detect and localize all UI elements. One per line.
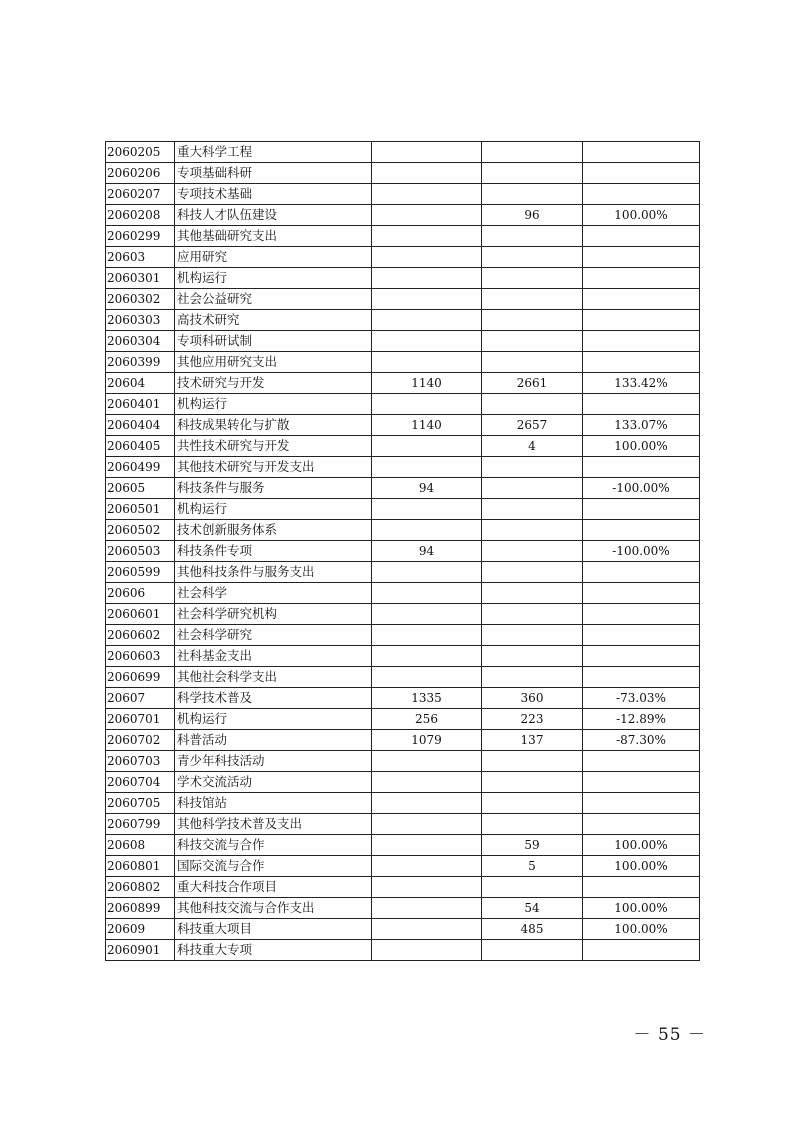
subject-name-cell: 科技重大项目 — [175, 919, 372, 940]
subject-code-cell: 2060703 — [106, 751, 175, 772]
value-column-1-cell — [372, 226, 482, 247]
value-column-1-cell — [372, 436, 482, 457]
subject-code-cell: 2060704 — [106, 772, 175, 793]
change-percent-cell: -73.03% — [583, 688, 700, 709]
subject-name-cell: 科学技术普及 — [175, 688, 372, 709]
value-column-2-cell — [482, 478, 583, 499]
value-column-1-cell — [372, 646, 482, 667]
value-column-2-cell — [482, 520, 583, 541]
table-row — [106, 751, 700, 772]
value-column-1-cell — [372, 163, 482, 184]
value-column-1-cell — [372, 940, 482, 961]
value-column-2-cell — [482, 331, 583, 352]
value-column-2-cell: 360 — [482, 688, 583, 709]
change-percent-cell: 133.42% — [583, 373, 700, 394]
subject-code-cell: 2060302 — [106, 289, 175, 310]
subject-name-cell: 社会科学研究机构 — [175, 604, 372, 625]
value-column-2-cell: 54 — [482, 898, 583, 919]
table-row — [106, 898, 700, 919]
subject-code-cell: 2060901 — [106, 940, 175, 961]
value-column-1-cell — [372, 499, 482, 520]
change-percent-cell: 100.00% — [583, 856, 700, 877]
value-column-1-cell — [372, 310, 482, 331]
change-percent-cell — [583, 520, 700, 541]
subject-code-cell: 2060301 — [106, 268, 175, 289]
value-column-2-cell — [482, 583, 583, 604]
value-column-1-cell: 94 — [372, 478, 482, 499]
table-row — [106, 436, 700, 457]
table-row — [106, 919, 700, 940]
value-column-1-cell — [372, 184, 482, 205]
value-column-1-cell — [372, 793, 482, 814]
value-column-2-cell — [482, 457, 583, 478]
value-column-1-cell — [372, 625, 482, 646]
subject-name-cell: 机构运行 — [175, 268, 372, 289]
subject-name-cell: 专项技术基础 — [175, 184, 372, 205]
budget-table — [105, 141, 700, 961]
subject-code-cell: 2060503 — [106, 541, 175, 562]
subject-name-cell: 专项科研试制 — [175, 331, 372, 352]
value-column-2-cell — [482, 310, 583, 331]
table-row — [106, 394, 700, 415]
table-row — [106, 415, 700, 436]
table-row — [106, 310, 700, 331]
value-column-1-cell — [372, 604, 482, 625]
value-column-1-cell — [372, 835, 482, 856]
value-column-1-cell — [372, 814, 482, 835]
table-row — [106, 541, 700, 562]
change-percent-cell — [583, 583, 700, 604]
subject-code-cell: 2060304 — [106, 331, 175, 352]
change-percent-cell — [583, 814, 700, 835]
table-row — [106, 835, 700, 856]
table-row — [106, 268, 700, 289]
change-percent-cell — [583, 646, 700, 667]
value-column-2-cell — [482, 793, 583, 814]
subject-code-cell: 2060401 — [106, 394, 175, 415]
table-row — [106, 478, 700, 499]
value-column-1-cell — [372, 877, 482, 898]
subject-name-cell: 科技人才队伍建设 — [175, 205, 372, 226]
subject-code-cell: 20604 — [106, 373, 175, 394]
table-row — [106, 562, 700, 583]
subject-name-cell: 应用研究 — [175, 247, 372, 268]
subject-name-cell: 技术创新服务体系 — [175, 520, 372, 541]
value-column-1-cell — [372, 562, 482, 583]
subject-name-cell: 其他科学技术普及支出 — [175, 814, 372, 835]
value-column-2-cell — [482, 289, 583, 310]
subject-name-cell: 机构运行 — [175, 709, 372, 730]
value-column-2-cell: 137 — [482, 730, 583, 751]
change-percent-cell — [583, 142, 700, 163]
value-column-2-cell: 59 — [482, 835, 583, 856]
subject-code-cell: 2060702 — [106, 730, 175, 751]
value-column-2-cell — [482, 541, 583, 562]
value-column-2-cell: 5 — [482, 856, 583, 877]
subject-name-cell: 科技重大专项 — [175, 940, 372, 961]
change-percent-cell: 100.00% — [583, 835, 700, 856]
subject-code-cell: 20608 — [106, 835, 175, 856]
value-column-1-cell — [372, 520, 482, 541]
table-row — [106, 205, 700, 226]
table-row — [106, 520, 700, 541]
budget-table-body — [106, 142, 700, 961]
subject-name-cell: 重大科学工程 — [175, 142, 372, 163]
value-column-2-cell — [482, 877, 583, 898]
subject-code-cell: 2060601 — [106, 604, 175, 625]
change-percent-cell — [583, 877, 700, 898]
change-percent-cell — [583, 163, 700, 184]
subject-name-cell: 其他科技交流与合作支出 — [175, 898, 372, 919]
change-percent-cell — [583, 793, 700, 814]
value-column-2-cell — [482, 604, 583, 625]
table-row — [106, 604, 700, 625]
subject-code-cell: 2060602 — [106, 625, 175, 646]
value-column-2-cell — [482, 268, 583, 289]
table-row — [106, 856, 700, 877]
value-column-1-cell — [372, 583, 482, 604]
subject-name-cell: 社科基金支出 — [175, 646, 372, 667]
change-percent-cell — [583, 940, 700, 961]
value-column-2-cell — [482, 352, 583, 373]
subject-name-cell: 高技术研究 — [175, 310, 372, 331]
table-row — [106, 226, 700, 247]
value-column-2-cell — [482, 499, 583, 520]
subject-name-cell: 科普活动 — [175, 730, 372, 751]
table-row — [106, 184, 700, 205]
value-column-2-cell — [482, 163, 583, 184]
value-column-2-cell — [482, 226, 583, 247]
subject-code-cell: 2060801 — [106, 856, 175, 877]
subject-code-cell: 2060405 — [106, 436, 175, 457]
subject-code-cell: 2060499 — [106, 457, 175, 478]
change-percent-cell — [583, 604, 700, 625]
change-percent-cell: 100.00% — [583, 205, 700, 226]
subject-code-cell: 20609 — [106, 919, 175, 940]
subject-name-cell: 科技成果转化与扩散 — [175, 415, 372, 436]
change-percent-cell: 100.00% — [583, 436, 700, 457]
change-percent-cell — [583, 352, 700, 373]
value-column-1-cell — [372, 247, 482, 268]
change-percent-cell — [583, 247, 700, 268]
value-column-1-cell: 1079 — [372, 730, 482, 751]
change-percent-cell: 133.07% — [583, 415, 700, 436]
value-column-1-cell — [372, 457, 482, 478]
subject-name-cell: 社会公益研究 — [175, 289, 372, 310]
value-column-1-cell — [372, 394, 482, 415]
subject-code-cell: 2060603 — [106, 646, 175, 667]
subject-code-cell: 20606 — [106, 583, 175, 604]
subject-code-cell: 2060802 — [106, 877, 175, 898]
change-percent-cell: -12.89% — [583, 709, 700, 730]
change-percent-cell — [583, 268, 700, 289]
value-column-1-cell — [372, 772, 482, 793]
table-row — [106, 163, 700, 184]
subject-name-cell: 科技馆站 — [175, 793, 372, 814]
change-percent-cell — [583, 625, 700, 646]
value-column-1-cell — [372, 142, 482, 163]
subject-name-cell: 专项基础科研 — [175, 163, 372, 184]
table-row — [106, 583, 700, 604]
table-row — [106, 940, 700, 961]
value-column-1-cell — [372, 205, 482, 226]
table-row — [106, 289, 700, 310]
value-column-1-cell — [372, 898, 482, 919]
value-column-2-cell — [482, 751, 583, 772]
subject-name-cell: 其他基础研究支出 — [175, 226, 372, 247]
table-row — [106, 877, 700, 898]
table-row — [106, 373, 700, 394]
value-column-2-cell — [482, 772, 583, 793]
value-column-1-cell — [372, 289, 482, 310]
subject-name-cell: 其他科技条件与服务支出 — [175, 562, 372, 583]
table-row — [106, 331, 700, 352]
subject-name-cell: 机构运行 — [175, 499, 372, 520]
value-column-1-cell — [372, 352, 482, 373]
subject-code-cell: 2060799 — [106, 814, 175, 835]
value-column-2-cell: 223 — [482, 709, 583, 730]
subject-code-cell: 2060299 — [106, 226, 175, 247]
subject-name-cell: 共性技术研究与开发 — [175, 436, 372, 457]
table-row — [106, 457, 700, 478]
subject-name-cell: 国际交流与合作 — [175, 856, 372, 877]
table-row — [106, 625, 700, 646]
change-percent-cell — [583, 772, 700, 793]
value-column-1-cell: 1140 — [372, 373, 482, 394]
subject-name-cell: 其他应用研究支出 — [175, 352, 372, 373]
subject-code-cell: 20603 — [106, 247, 175, 268]
subject-code-cell: 2060206 — [106, 163, 175, 184]
subject-name-cell: 科技交流与合作 — [175, 835, 372, 856]
subject-code-cell: 2060303 — [106, 310, 175, 331]
subject-code-cell: 2060701 — [106, 709, 175, 730]
table-row — [106, 709, 700, 730]
subject-name-cell: 机构运行 — [175, 394, 372, 415]
change-percent-cell — [583, 331, 700, 352]
value-column-2-cell — [482, 667, 583, 688]
subject-name-cell: 其他技术研究与开发支出 — [175, 457, 372, 478]
change-percent-cell: 100.00% — [583, 898, 700, 919]
value-column-1-cell — [372, 856, 482, 877]
subject-code-cell: 2060399 — [106, 352, 175, 373]
change-percent-cell — [583, 226, 700, 247]
subject-code-cell: 2060208 — [106, 205, 175, 226]
value-column-1-cell: 1335 — [372, 688, 482, 709]
value-column-1-cell — [372, 667, 482, 688]
subject-code-cell: 2060699 — [106, 667, 175, 688]
change-percent-cell — [583, 667, 700, 688]
value-column-1-cell: 94 — [372, 541, 482, 562]
subject-name-cell: 重大科技合作项目 — [175, 877, 372, 898]
value-column-2-cell — [482, 646, 583, 667]
page-number: － 55 － — [633, 1025, 706, 1045]
value-column-2-cell — [482, 625, 583, 646]
change-percent-cell — [583, 184, 700, 205]
subject-name-cell: 科技条件专项 — [175, 541, 372, 562]
table-row — [106, 772, 700, 793]
table-row — [106, 352, 700, 373]
subject-name-cell: 社会科学 — [175, 583, 372, 604]
subject-code-cell: 2060404 — [106, 415, 175, 436]
subject-code-cell: 2060207 — [106, 184, 175, 205]
change-percent-cell: -100.00% — [583, 478, 700, 499]
change-percent-cell — [583, 751, 700, 772]
change-percent-cell — [583, 499, 700, 520]
table-row — [106, 814, 700, 835]
value-column-2-cell — [482, 247, 583, 268]
change-percent-cell — [583, 394, 700, 415]
table-row — [106, 688, 700, 709]
table-row — [106, 142, 700, 163]
change-percent-cell: -87.30% — [583, 730, 700, 751]
subject-code-cell: 2060205 — [106, 142, 175, 163]
value-column-1-cell: 1140 — [372, 415, 482, 436]
value-column-2-cell — [482, 814, 583, 835]
value-column-2-cell: 4 — [482, 436, 583, 457]
subject-code-cell: 2060899 — [106, 898, 175, 919]
value-column-2-cell: 485 — [482, 919, 583, 940]
subject-code-cell: 2060502 — [106, 520, 175, 541]
subject-name-cell: 技术研究与开发 — [175, 373, 372, 394]
value-column-1-cell — [372, 268, 482, 289]
table-row — [106, 667, 700, 688]
subject-name-cell: 社会科学研究 — [175, 625, 372, 646]
table-row — [106, 499, 700, 520]
value-column-2-cell: 2661 — [482, 373, 583, 394]
change-percent-cell — [583, 289, 700, 310]
subject-code-cell: 2060501 — [106, 499, 175, 520]
change-percent-cell — [583, 562, 700, 583]
value-column-1-cell — [372, 331, 482, 352]
value-column-2-cell — [482, 940, 583, 961]
change-percent-cell — [583, 310, 700, 331]
subject-code-cell: 20605 — [106, 478, 175, 499]
value-column-1-cell — [372, 919, 482, 940]
value-column-2-cell — [482, 394, 583, 415]
subject-code-cell: 2060705 — [106, 793, 175, 814]
table-row — [106, 646, 700, 667]
value-column-1-cell: 256 — [372, 709, 482, 730]
subject-code-cell: 2060599 — [106, 562, 175, 583]
subject-code-cell: 20607 — [106, 688, 175, 709]
value-column-1-cell — [372, 751, 482, 772]
subject-name-cell: 学术交流活动 — [175, 772, 372, 793]
subject-name-cell: 其他社会科学支出 — [175, 667, 372, 688]
value-column-2-cell: 2657 — [482, 415, 583, 436]
subject-name-cell: 青少年科技活动 — [175, 751, 372, 772]
table-row — [106, 730, 700, 751]
subject-name-cell: 科技条件与服务 — [175, 478, 372, 499]
value-column-2-cell: 96 — [482, 205, 583, 226]
value-column-2-cell — [482, 142, 583, 163]
value-column-2-cell — [482, 184, 583, 205]
change-percent-cell — [583, 457, 700, 478]
table-row — [106, 793, 700, 814]
table-row — [106, 247, 700, 268]
change-percent-cell: -100.00% — [583, 541, 700, 562]
change-percent-cell: 100.00% — [583, 919, 700, 940]
value-column-2-cell — [482, 562, 583, 583]
